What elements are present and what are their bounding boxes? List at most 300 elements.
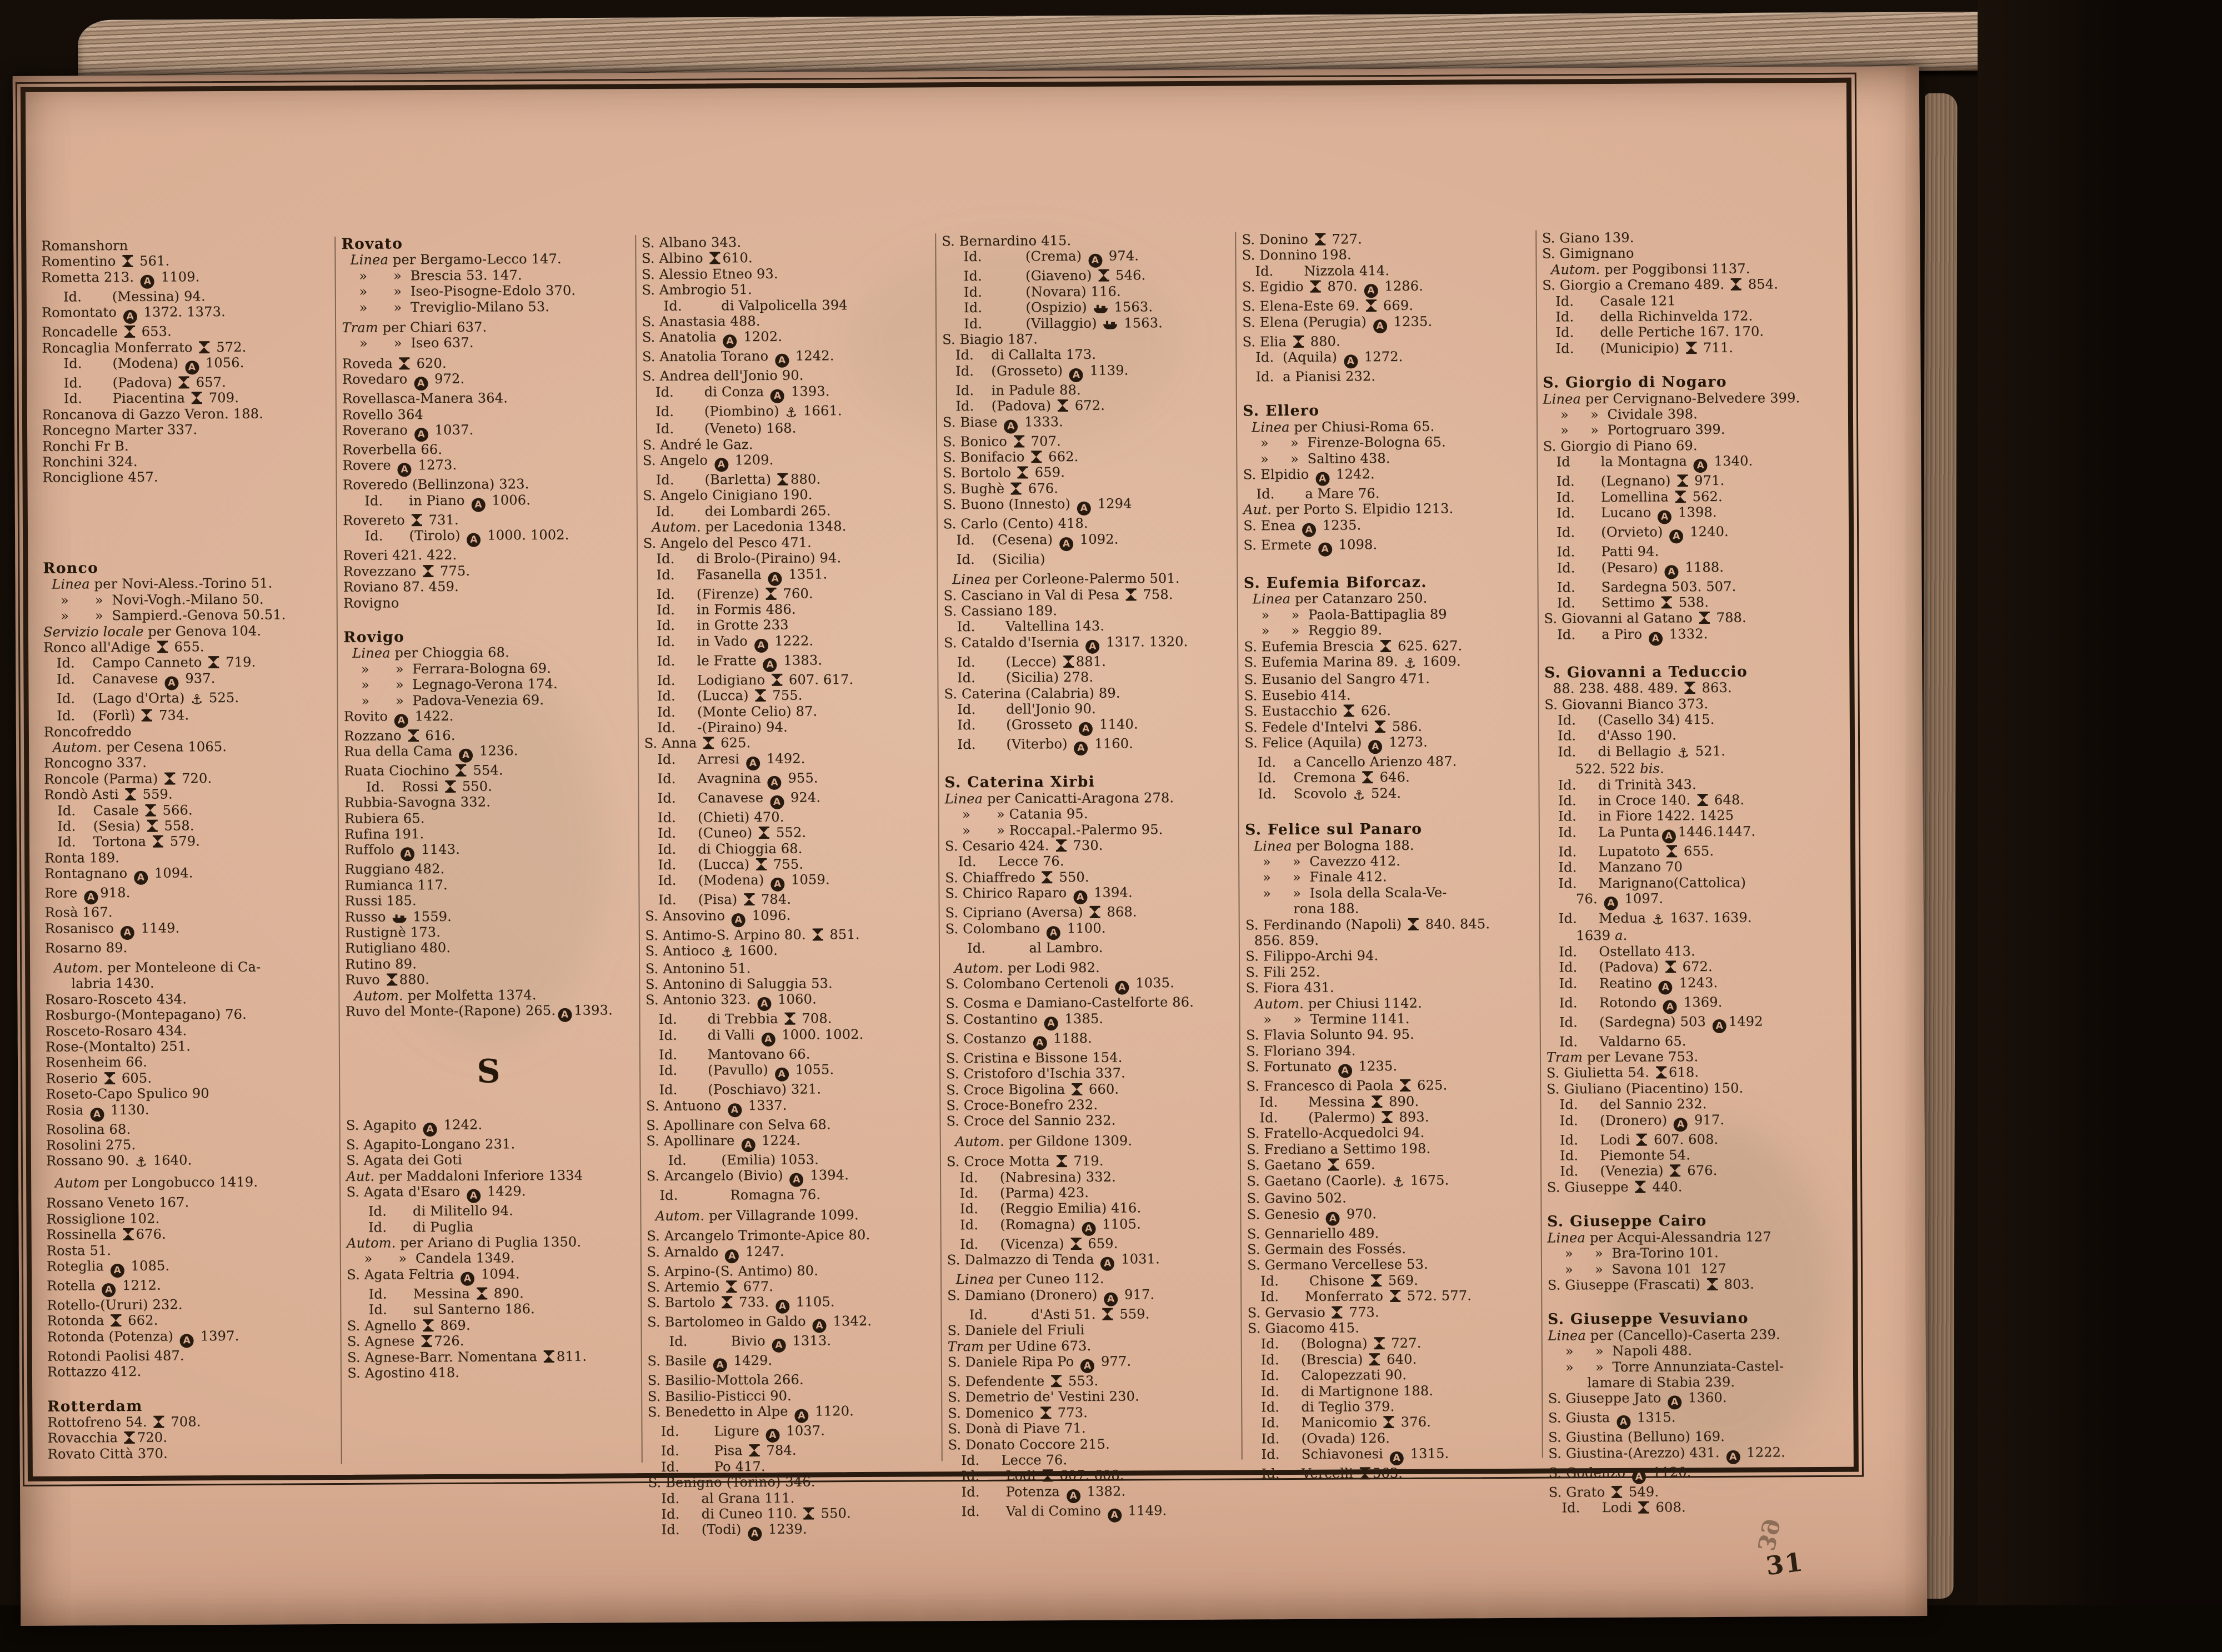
directory-line: Ruggiano 482. [344,861,445,878]
telegraph-icon [1125,588,1136,600]
circle-a-icon: A [1108,1508,1122,1522]
directory-line: » » Savona 101 127 [1547,1260,1726,1278]
directory-line: Id. (Giaveno) 546. [942,267,1146,284]
directory-line: S. Frediano a Settimo 198. [1247,1140,1431,1158]
directory-line: Rotonda 662. [47,1312,158,1329]
directory-line: Rosolini 275. [46,1137,136,1153]
directory-line: Rovereto 731. [343,512,459,528]
directory-line: Id. Nizzola 414. [1242,262,1390,279]
directory-line: Id. Canavese A 937. [43,670,329,691]
telegraph-icon [1662,596,1672,608]
directory-line: Russo 1559. [344,908,452,925]
directory-line: Id. Patti 94. [1543,543,1659,560]
telegraph-icon [1332,1306,1343,1318]
directory-line: Id. di Callalta 173. [942,347,1097,363]
circle-a-icon: A [1047,926,1060,940]
telegraph-icon [1400,1079,1410,1092]
directory-line: Id. (Bologna) 727. [1247,1335,1422,1352]
directory-line: Id. Manzano 70 [1545,859,1683,875]
directory-line: Rosburgo-(Montepagano) 76. [45,1007,247,1023]
directory-line: S. André le Gaz. [642,436,753,453]
circle-a-icon: A [1662,829,1676,843]
directory-line: S. Elia 880. [1242,333,1340,350]
directory-line: Id. Pisa 784. [648,1442,797,1459]
directory-line: 88. 238. 488. 489. 863. [1544,679,1732,697]
circle-a-icon: A [1390,1451,1404,1465]
circle-a-icon: A [789,1173,803,1187]
directory-line: Id. Valdarno 65. [1546,1033,1686,1050]
directory-line: Id. Messina 890. [347,1285,524,1302]
directory-line: S. Angelo del Pesco 471. [643,534,812,551]
circle-a-icon: A [1082,1222,1095,1236]
directory-line: S. Angelo A 1209. [643,451,929,472]
directory-line: Rua della Cama A 1236. [344,743,630,764]
directory-line: S. Giuseppe Cairo [1547,1212,1707,1230]
directory-line: Id. a Mare 76. [1243,485,1380,502]
circle-a-icon: A [775,1068,789,1082]
directory-line: Id. Cremona 646. [1244,769,1410,786]
directory-line: Ronco all'Adige 655. [43,639,204,655]
telegraph-icon [1637,1133,1647,1145]
telegraph-icon [1375,720,1385,733]
directory-line: S. Giuseppe (Frascati) 803. [1547,1276,1754,1293]
directory-line: S. Gervasio 773. [1247,1304,1379,1320]
directory-line: S. Benedetto in Alpe A 1120. [648,1403,934,1424]
directory-line: S. Giustina-(Arezzo) 431. A 1222. [1548,1444,1834,1465]
telegraph-icon [1408,918,1419,930]
telegraph-icon [1639,1501,1649,1514]
directory-line: Rosia A 1130. [46,1101,332,1122]
directory-line: S. Giustina (Belluno) 169. [1548,1429,1725,1445]
column-6 [1535,229,1842,1516]
directory-line: Id. di Valli A 1000. 1002. [645,1026,932,1047]
directory-line: 76. A 1097. [1545,890,1831,911]
circle-a-icon: A [1326,1212,1340,1225]
column-5 [1235,231,1542,1482]
directory-line: S. Basile A 1429. [647,1352,933,1373]
directory-line: Id. Chisone 569. [1247,1272,1419,1289]
directory-line: S. Costantino A 1385. [946,1010,1232,1031]
directory-line: » » Novi-Vogh.-Milano 50. [43,591,264,608]
directory-line: S. Giuseppe Vesuviano [1548,1309,1749,1328]
directory-line: » » Finale 412. [1245,869,1387,885]
directory-line: » » Bra-Torino 101. [1547,1245,1719,1261]
telegraph-icon [477,1287,487,1299]
circle-a-icon: A [1364,284,1378,298]
directory-line: Rovigo [343,628,405,646]
telegraph-icon [1057,1155,1067,1167]
directory-line: Id. (Sicilia) 278. [944,669,1094,686]
telegraph-icon [804,1507,814,1519]
directory-line: Id. Canavese A 924. [644,789,930,810]
directory-line: Rozzano 616. [344,727,456,744]
directory-line: S. Antioco ⚓ 1600. [645,943,778,960]
telegraph-icon [703,737,714,749]
circle-a-icon: A [765,1429,779,1443]
telegraph-icon [1051,1375,1062,1387]
telegraph-icon [1366,299,1377,312]
directory-line: Autom. per Poggibonsi 1137. [1550,261,1750,278]
directory-line: Id. (Orvieto) A 1240. [1544,523,1830,544]
circle-a-icon: A [714,458,728,472]
italic-text: Autom. [1254,995,1304,1012]
directory-line: Rutigliano 480. [345,940,451,957]
circle-a-icon: A [185,361,199,374]
anchor-icon: ⚓ [720,944,733,960]
circle-a-icon: A [732,913,745,927]
italic-text: Aut. [346,1168,375,1184]
directory-line: S. Agnese-Barr. Nomentana 811. [347,1348,587,1365]
directory-line: Autom. per Gildone 1309. [955,1133,1133,1149]
directory-line: Roviano 87. 459. [343,578,459,595]
directory-line: Id. di Valpolicella 394 [642,297,848,314]
telegraph-icon [1384,1416,1394,1428]
directory-line: Roveredo (Bellinzona) 323. [342,476,529,493]
directory-line: Id. Piacentina 709. [42,390,239,407]
telegraph-icon [123,1228,134,1240]
directory-line: Id. Avagnina A 955. [644,769,930,790]
directory-line: Id. Mantovano 66. [645,1046,810,1063]
directory-line: S. Fili 252. [1245,964,1320,980]
italic-text: Autom. [53,960,103,976]
directory-line: S. Floriano 394. [1246,1043,1356,1059]
directory-line: S. Enea A 1235. [1243,517,1529,538]
directory-line: S. Giusta A 1315. [1548,1409,1834,1430]
directory-line: Id. (Veneto) 168. [642,420,797,437]
telegraph-icon [1011,482,1022,494]
column-1 [36,237,341,1466]
directory-line: Roserio 605. [46,1070,152,1087]
column-3 [635,233,942,1540]
directory-line: S. Bortolo 659. [943,464,1065,481]
circle-a-icon: A [1044,1017,1058,1030]
directory-line: Id. d'Asso 190. [1544,727,1677,744]
directory-line: S. Agostino 418. [347,1364,460,1381]
telegraph-icon [1374,1337,1384,1349]
telegraph-icon [1360,1467,1370,1479]
circle-a-icon: A [768,776,782,790]
directory-line: Tram per Chiari 637. [342,319,487,336]
directory-line: Rovedaro A 972. [342,370,628,391]
directory-line: Id. (Parma) 423. [947,1184,1089,1202]
telegraph-icon [1042,871,1053,883]
directory-line: Id. Settimo 538. [1544,594,1709,611]
directory-line: Id. di Teglio 379. [1248,1398,1395,1415]
directory-line: Roncanova di Gazzo Veron. 188. [42,406,264,423]
circle-a-icon: A [1665,565,1679,579]
circle-a-icon: A [90,1108,104,1122]
directory-line: S. Felice (Aquila) A 1273. [1244,734,1530,755]
circle-a-icon: A [1674,1118,1688,1132]
directory-line: S. Fedele d'Intelvi 586. [1244,718,1423,735]
anchor-icon: ⚓ [1392,1174,1404,1190]
directory-line: Ruata Ciochino 554. [344,762,503,779]
directory-line: Rubbia-Savogna 332. [344,794,491,811]
telegraph-icon [1293,335,1304,347]
directory-line: S. Giorgio di Nogaro [1543,373,1727,392]
directory-line: Id. Lodi 607. 608. [1547,1131,1719,1148]
italic-text: Autom. [652,519,701,535]
directory-line: » » Paola-Battipaglia 89 [1244,606,1447,623]
circle-a-icon: A [1338,1064,1352,1078]
circle-a-icon: A [1368,740,1382,754]
circle-a-icon: A [111,1264,124,1278]
directory-line: Id. Tortona 579. [44,833,201,850]
directory-line: Id. Lupatoto 655. [1545,843,1714,860]
directory-line: Id. in Piano A 1006. [343,492,629,513]
circle-a-icon: A [423,1123,437,1137]
directory-line: S. Cataldo d'Isernia A 1317. 1320. [944,633,1230,654]
directory-line: Tram per Levane 753. [1546,1049,1699,1065]
directory-line: S. Anatolia A 1202. [642,328,928,349]
directory-line: Id. Manicomio 376. [1248,1414,1432,1431]
directory-line: Rottofreno 54. 708. [47,1414,201,1430]
directory-line: S. Andrea dell'Jonio 90. [642,367,804,384]
directory-line: S. Donato Coccore 215. [948,1436,1110,1453]
circle-a-icon: A [746,757,760,770]
italic-text: Linea [955,1271,994,1288]
directory-line: S. Donino 727. [1242,231,1362,248]
directory-line: Rore A 918. [44,884,331,905]
directory-line: Linea per Novi-Aless.-Torino 51. [52,575,273,592]
directory-line: S. Apollinare A 1224. [646,1132,932,1153]
directory-line: Id. (Aquila) A 1272. [1243,348,1529,369]
directory-line: Id. (Villaggio) 1563. [942,314,1163,332]
directory-line: Id. Calopezzati 90. [1248,1367,1407,1384]
circle-a-icon: A [459,749,473,763]
directory-line: S. Caterina (Calabria) 89. [944,685,1120,702]
directory-line: S. Croce del Sannio 232. [946,1113,1116,1129]
directory-line: Id. dei Lombardi 265. [643,503,831,519]
telegraph-icon [1677,475,1688,487]
directory-line: S. Ellero [1243,402,1320,420]
italic-text: Linea [1253,838,1292,854]
directory-line: Id. Campo Canneto 719. [43,654,256,672]
circle-a-icon: A [471,498,485,512]
circle-a-icon: A [1115,981,1129,995]
circle-a-icon: A [1059,537,1073,551]
directory-line: S. Godenzo A 1120. [1548,1464,1834,1485]
circle-a-icon: A [728,1103,742,1117]
telegraph-icon [1665,961,1676,973]
directory-line: S. Elena (Perugia) A 1235. [1242,313,1528,334]
italic-text: Tram [1546,1049,1583,1065]
directory-line: Id. Lodigiano 607. 617. [644,671,854,688]
directory-line: Aut. per Porto S. Elpidio 1213. [1243,500,1454,518]
directory-line: Roncegno Marter 337. [42,422,198,438]
circle-a-icon: A [1074,742,1088,755]
directory-line: » » Ferrara-Bologna 69. [343,660,552,677]
directory-line: Roncofreddo [43,723,132,740]
telegraph-icon [1014,435,1024,447]
directory-line: S. Albano 343. [641,234,742,251]
circle-a-icon: A [414,377,428,391]
telegraph-icon [199,341,209,353]
directory-line: » » Napoli 488. [1548,1343,1693,1359]
telegraph-icon [1686,342,1696,354]
telegraph-icon [1666,845,1677,857]
directory-line: S. Arpino-(S. Antimo) 80. [647,1263,819,1279]
directory-line: Id. a Piro A 1332. [1544,625,1830,647]
telegraph-icon [1058,399,1068,412]
directory-line: » » Isola della Scala-Ve- [1245,884,1447,902]
directory-line: S. Agata Feltria A 1094. [347,1265,633,1286]
directory-line: S. Cipriano (Aversa) 868. [945,904,1137,921]
directory-line: Rovato [341,235,403,253]
directory-line: Rosanisco A 1149. [45,919,331,940]
telegraph-icon [755,689,765,702]
directory-line: » » Reggio 89. [1244,622,1383,639]
directory-line: Linea per Catanzaro 250. [1252,590,1428,607]
directory-line: Id. (Vicenza) 659. [947,1235,1118,1253]
directory-line: Id. (Nabresina) 332. [947,1169,1117,1185]
directory-line: Id. di Martignone 188. [1248,1383,1434,1399]
circle-a-icon: A [813,1319,827,1333]
telegraph-icon [445,780,456,793]
telegraph-icon [1685,682,1695,694]
directory-line: S. Eusanio del Sangro 471. [1244,670,1430,688]
directory-line: Rovito A 1422. [344,707,630,728]
circle-a-icon: A [1604,897,1618,910]
directory-line: Id. (Palermo) 893. [1246,1109,1429,1126]
circle-a-icon: A [1080,1359,1094,1373]
circle-a-icon: A [558,1008,572,1022]
circle-a-icon: A [754,639,768,653]
telegraph-icon [147,820,158,832]
telegraph-icon [154,1416,164,1428]
dark-background [1978,0,2222,1652]
directory-line: S. Ansovino A 1096. [645,907,931,928]
italic-text: Linea [352,645,391,662]
directory-line: S. Fortunato A 1235. [1246,1058,1532,1079]
telegraph-icon [1315,233,1325,246]
telegraph-icon [1697,794,1708,806]
directory-line: S. Elena-Este 69. 669. [1242,298,1414,314]
directory-line: S. Carlo (Cento) 418. [943,515,1088,532]
directory-line: Roveri 421. 422. [343,547,457,564]
directory-line: Id. in Vado A 1222. [644,632,930,653]
telegraph-icon [544,1350,554,1362]
directory-line: S. Giovanni Bianco 373. [1544,695,1709,713]
anchor-icon: ⚓ [135,1154,147,1170]
directory-line: Linea per Cervignano-Belvedere 399. [1543,389,1800,407]
directory-line: Id. Marignano(Cattolica) [1545,874,1746,892]
directory-line: Id. Romagna 76. [646,1187,821,1204]
directory-line: Id. Ligure A 1037. [648,1423,934,1444]
telegraph-icon [1070,1238,1081,1250]
circle-a-icon: A [763,658,777,672]
directory-line: Id. (Cesena) A 1092. [943,530,1229,552]
directory-line: Id. (Padova) 657. [42,374,227,391]
directory-line: Id. Schiavonesi A 1315. [1248,1445,1534,1466]
directory-line: S. Antonino 51. [645,960,751,977]
circle-a-icon: A [775,1300,789,1314]
directory-line: S. Germano Vercellese 53. [1247,1256,1428,1273]
directory-line: Romontato A 1372. 1373. [42,303,328,324]
telegraph-icon [111,1314,121,1326]
directory-line: Rovacchia 720. [47,1429,168,1446]
column-4 [935,232,1242,1521]
telegraph-icon [722,1296,732,1309]
circle-a-icon: A [748,1527,762,1541]
directory-line: S. Giorgio a Cremano 489. 854. [1542,276,1779,293]
directory-line: S. Bonifacio 662. [943,449,1079,465]
directory-line: Linea per Acqui-Alessandria 127 [1547,1229,1771,1246]
directory-line: S. Benigno (Torino) 346. [648,1474,815,1491]
directory-line: Id. Potenza A 1382. [948,1483,1234,1504]
directory-line: Id. Val di Comino A 1149. [948,1502,1234,1523]
directory-line: Rotterdam [47,1397,143,1415]
telegraph-icon [423,1319,434,1331]
telegraph-icon [1098,269,1109,282]
directory-line: Id. Ostellato 413. [1545,943,1695,960]
directory-line: Id. (Ovada) 126. [1248,1430,1390,1447]
directory-line: Autom. per Chiusi 1142. [1254,995,1423,1012]
directory-line: S [477,1052,501,1090]
directory-line: Rosolina 68. [46,1121,131,1138]
directory-line: rona 188. [1245,900,1359,917]
directory-line: S. Egidio 870. A 1286. [1242,278,1528,299]
telegraph-icon [164,772,175,784]
directory-line: Id. in Padule 88. [942,382,1081,399]
telegraph-icon [1090,906,1100,918]
directory-line: Ronco [43,559,99,577]
directory-line: S. Bernardino 415. [942,233,1072,249]
directory-line: Id. (Cuneo) 552. [644,824,807,842]
directory-line: S. Alessio Etneo 93. [642,266,778,282]
directory-line: Id. (Pavullo) A 1055. [646,1062,932,1083]
directory-line: Romentino 561. [41,253,170,270]
ghost-page-number: 39 [1751,1516,1785,1554]
telegraph-icon [399,357,410,369]
directory-line: S. Fiora 431. [1245,979,1334,996]
directory-line: S. Artemio 677. [647,1278,774,1295]
directory-line: Id. Lucano A 1398. [1543,504,1829,525]
directory-line: S. Damiano (Dronero) A 917. [947,1286,1233,1307]
circle-a-icon: A [1085,639,1099,653]
directory-line: Russi 185. [344,893,417,909]
directory-line: Id. (Lago d'Orta) ⚓ 525. [43,689,239,708]
directory-line: Id. le Fratte A 1383. [644,652,930,673]
circle-a-icon: A [1088,254,1102,268]
directory-line: Id. Piemonte 54. [1547,1147,1691,1164]
directory-line: S. Colombano A 1100. [945,919,1232,940]
directory-line: Rosceto-Rosaro 434. [45,1023,187,1039]
directory-line: S. Elpidio A 1242. [1243,465,1529,487]
directory-line: Ruvo del Monte-(Rapone) 265. A 1393. [346,1002,632,1023]
italic-text: Linea [1251,419,1290,435]
circle-a-icon: A [1726,1450,1740,1464]
directory-line: Id. (Grosseto A 1140. [944,716,1230,737]
directory-line: S. Daniele Ripa Po A 977. [948,1353,1234,1374]
directory-line: Id. (Legnano) 971. [1543,473,1725,489]
directory-line: Id. Casale 121 [1542,292,1676,309]
directory-line: » » Cavezzo 412. [1245,853,1401,870]
italic-text: Linea [944,790,983,807]
directory-line: » » Cividale 398. [1543,406,1698,423]
telegraph-icon [778,473,788,485]
directory-line: Id. (Barletta) 880. [643,471,821,488]
anchor-icon: ⚓ [191,691,203,708]
circle-a-icon: A [1669,529,1683,543]
circle-a-icon: A [768,572,782,585]
italic-text: Servizio locale [43,623,144,640]
telegraph-icon [1072,1083,1082,1095]
telegraph-icon [142,709,152,722]
directory-line: S. Grato 549. [1548,1484,1659,1500]
directory-line: S. Gaetano (Caorle). ⚓ 1675. [1247,1172,1449,1190]
directory-line: Rutino 89. [345,956,417,972]
